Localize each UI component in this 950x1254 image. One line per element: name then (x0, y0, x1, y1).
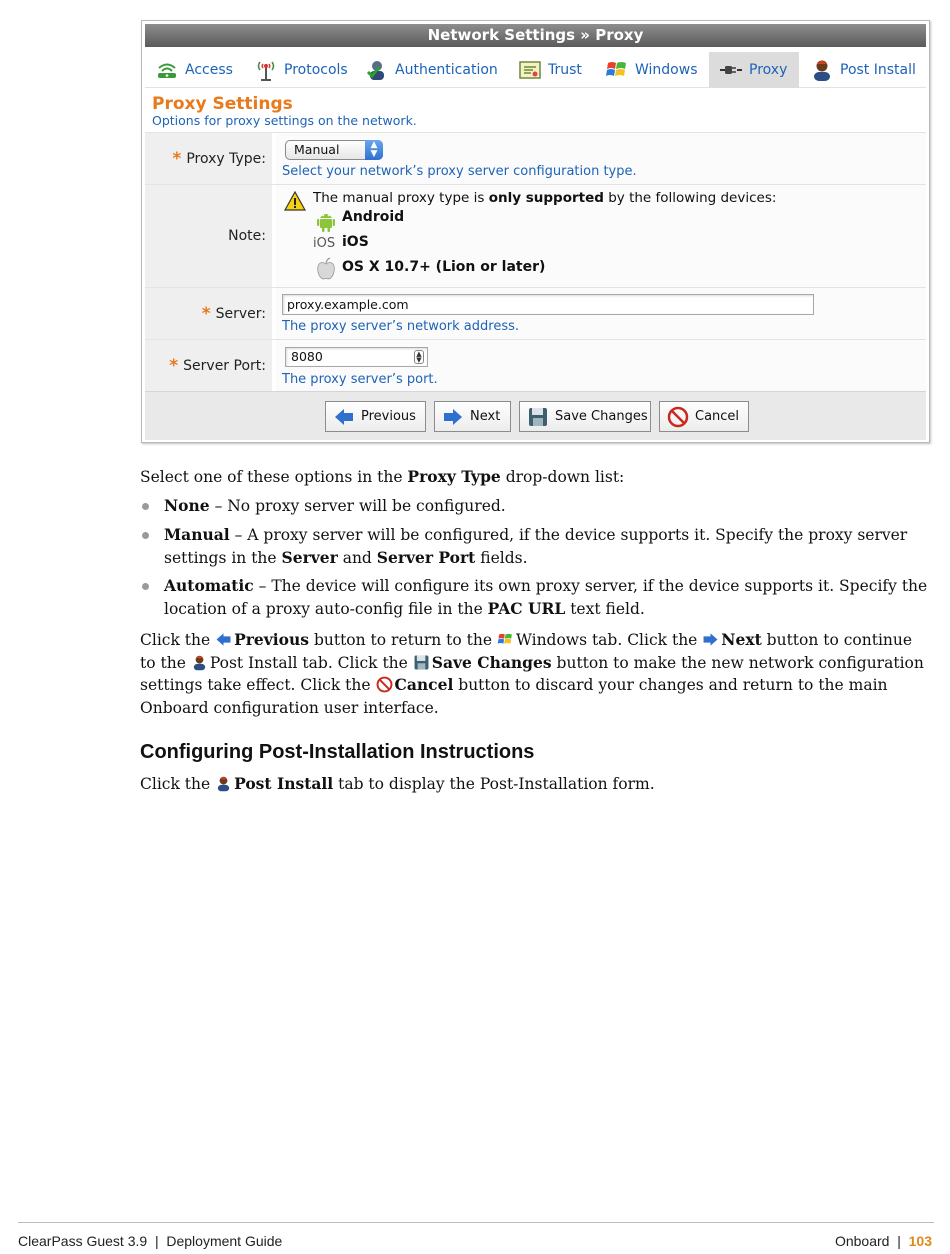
tab-access[interactable] (155, 52, 233, 88)
certificate-icon (518, 58, 542, 82)
note-text: The manual proxy type is only supported by the following devices: (313, 190, 777, 206)
required-marker: * (172, 148, 182, 169)
bullet-marker (141, 531, 151, 541)
footer-right (835, 1233, 932, 1249)
tab-proxy[interactable] (709, 52, 799, 88)
person-icon (810, 58, 834, 82)
warning-icon (284, 191, 306, 211)
save-changes-button[interactable]: Save Changes (519, 401, 651, 432)
footer-left: ClearPass Guest 3.9 | Deployment Guide (18, 1233, 283, 1249)
panel-title: Network Settings » Proxy (145, 24, 926, 47)
floppy-disk-icon (527, 406, 549, 428)
device-osx: OS X 10.7+ (Lion or later) (342, 259, 546, 275)
button-bar (145, 391, 926, 440)
server-port-hint: The proxy server’s port. (282, 372, 438, 387)
tab-bar (145, 52, 926, 88)
footer-separator: | (897, 1233, 901, 1249)
tab-protocols[interactable] (254, 52, 348, 88)
person-icon (215, 775, 232, 792)
next-button[interactable]: Next (434, 401, 511, 432)
select-arrows-icon: ▲ ▼ (365, 140, 383, 160)
tab-authentication[interactable] (365, 52, 498, 88)
section-title: Proxy Settings (152, 94, 293, 114)
server-port-row (145, 339, 926, 391)
note-label: Note: (145, 185, 272, 287)
proxy-plug-icon (719, 58, 743, 82)
apple-icon (316, 257, 336, 281)
tab-label: Windows (635, 62, 698, 78)
windows-icon (497, 631, 514, 648)
server-hint: The proxy server’s network address. (282, 319, 520, 334)
server-row (145, 287, 926, 339)
arrow-left-icon (215, 631, 232, 648)
server-port-label: * Server Port: (145, 340, 272, 391)
tab-windows[interactable] (605, 52, 698, 88)
section-subtitle: Options for proxy settings on the network. (152, 113, 417, 128)
footer-section: Onboard (834, 1233, 890, 1249)
server-input[interactable]: proxy.example.com (282, 294, 814, 315)
antenna-icon (254, 58, 278, 82)
stepper-icon[interactable]: ▲ ▼ (414, 350, 424, 364)
post-install-paragraph: Click the Post Install tab to display the Post-Installation form. (140, 774, 655, 793)
cancel-icon (667, 406, 689, 428)
authentication-icon (365, 58, 389, 82)
network-settings-panel (141, 20, 930, 443)
intro-paragraph: Select one of these options in the Proxy Type drop-down list: (140, 467, 625, 486)
floppy-disk-icon (413, 654, 430, 671)
server-label: * Server: (145, 288, 272, 339)
proxy-type-hint: Select your network’s proxy server configuration type. (282, 164, 637, 179)
tab-label: Authentication (395, 62, 498, 78)
proxy-type-row (145, 132, 926, 184)
cancel-button[interactable]: Cancel (659, 401, 749, 432)
note-row (145, 184, 926, 287)
tab-post-install[interactable] (810, 52, 916, 88)
previous-button[interactable]: Previous (325, 401, 426, 432)
tab-label: Proxy (749, 62, 788, 78)
proxy-type-label: * Proxy Type: (145, 133, 272, 184)
bullet-marker (141, 502, 151, 512)
arrow-right-icon (702, 631, 719, 648)
arrow-right-icon (442, 406, 464, 428)
page-number: 103 (908, 1233, 932, 1249)
list-item: Manual – A proxy server will be configured, if the device supports it. Specify the proxy server settings in the Server and Server Port fields. (164, 525, 908, 567)
tab-label: Protocols (284, 62, 348, 78)
tab-label: Post Install (840, 62, 916, 78)
person-icon (191, 654, 208, 671)
ios-logo: iOS (313, 236, 336, 251)
device-ios: iOS (342, 234, 369, 250)
tab-label: Access (185, 62, 233, 78)
access-icon (155, 58, 179, 82)
list-item: Automatic – The device will configure its own proxy server, if the device supports it. Specify the location of a proxy auto-config file in the PAC URL text field. (164, 576, 928, 618)
tab-trust[interactable] (518, 52, 582, 88)
bullet-marker (141, 582, 151, 592)
android-icon (316, 210, 336, 232)
tab-label: Trust (548, 62, 582, 78)
cancel-icon (376, 676, 393, 693)
buttons-paragraph: Click the Previous button to return to the Windows tab. Click the Next button to continue to the Post Install tab. Click the Save Changes button to make the new network configuration settings take effect. Click the Cancel button to discard your changes and return to the main Onboard configuration user interface. (140, 630, 924, 717)
device-android: Android (342, 209, 405, 225)
required-marker: * (169, 355, 179, 376)
proxy-type-select[interactable]: Manual ▲ ▼ (285, 140, 383, 160)
windows-icon (605, 58, 629, 82)
server-port-input[interactable]: 8080 ▲ ▼ (285, 347, 428, 367)
arrow-left-icon (333, 406, 355, 428)
section-heading: Configuring Post-Installation Instructions (140, 741, 535, 763)
required-marker: * (201, 303, 211, 324)
list-item: None – No proxy server will be configured. (164, 496, 506, 515)
footer-divider (18, 1222, 934, 1223)
